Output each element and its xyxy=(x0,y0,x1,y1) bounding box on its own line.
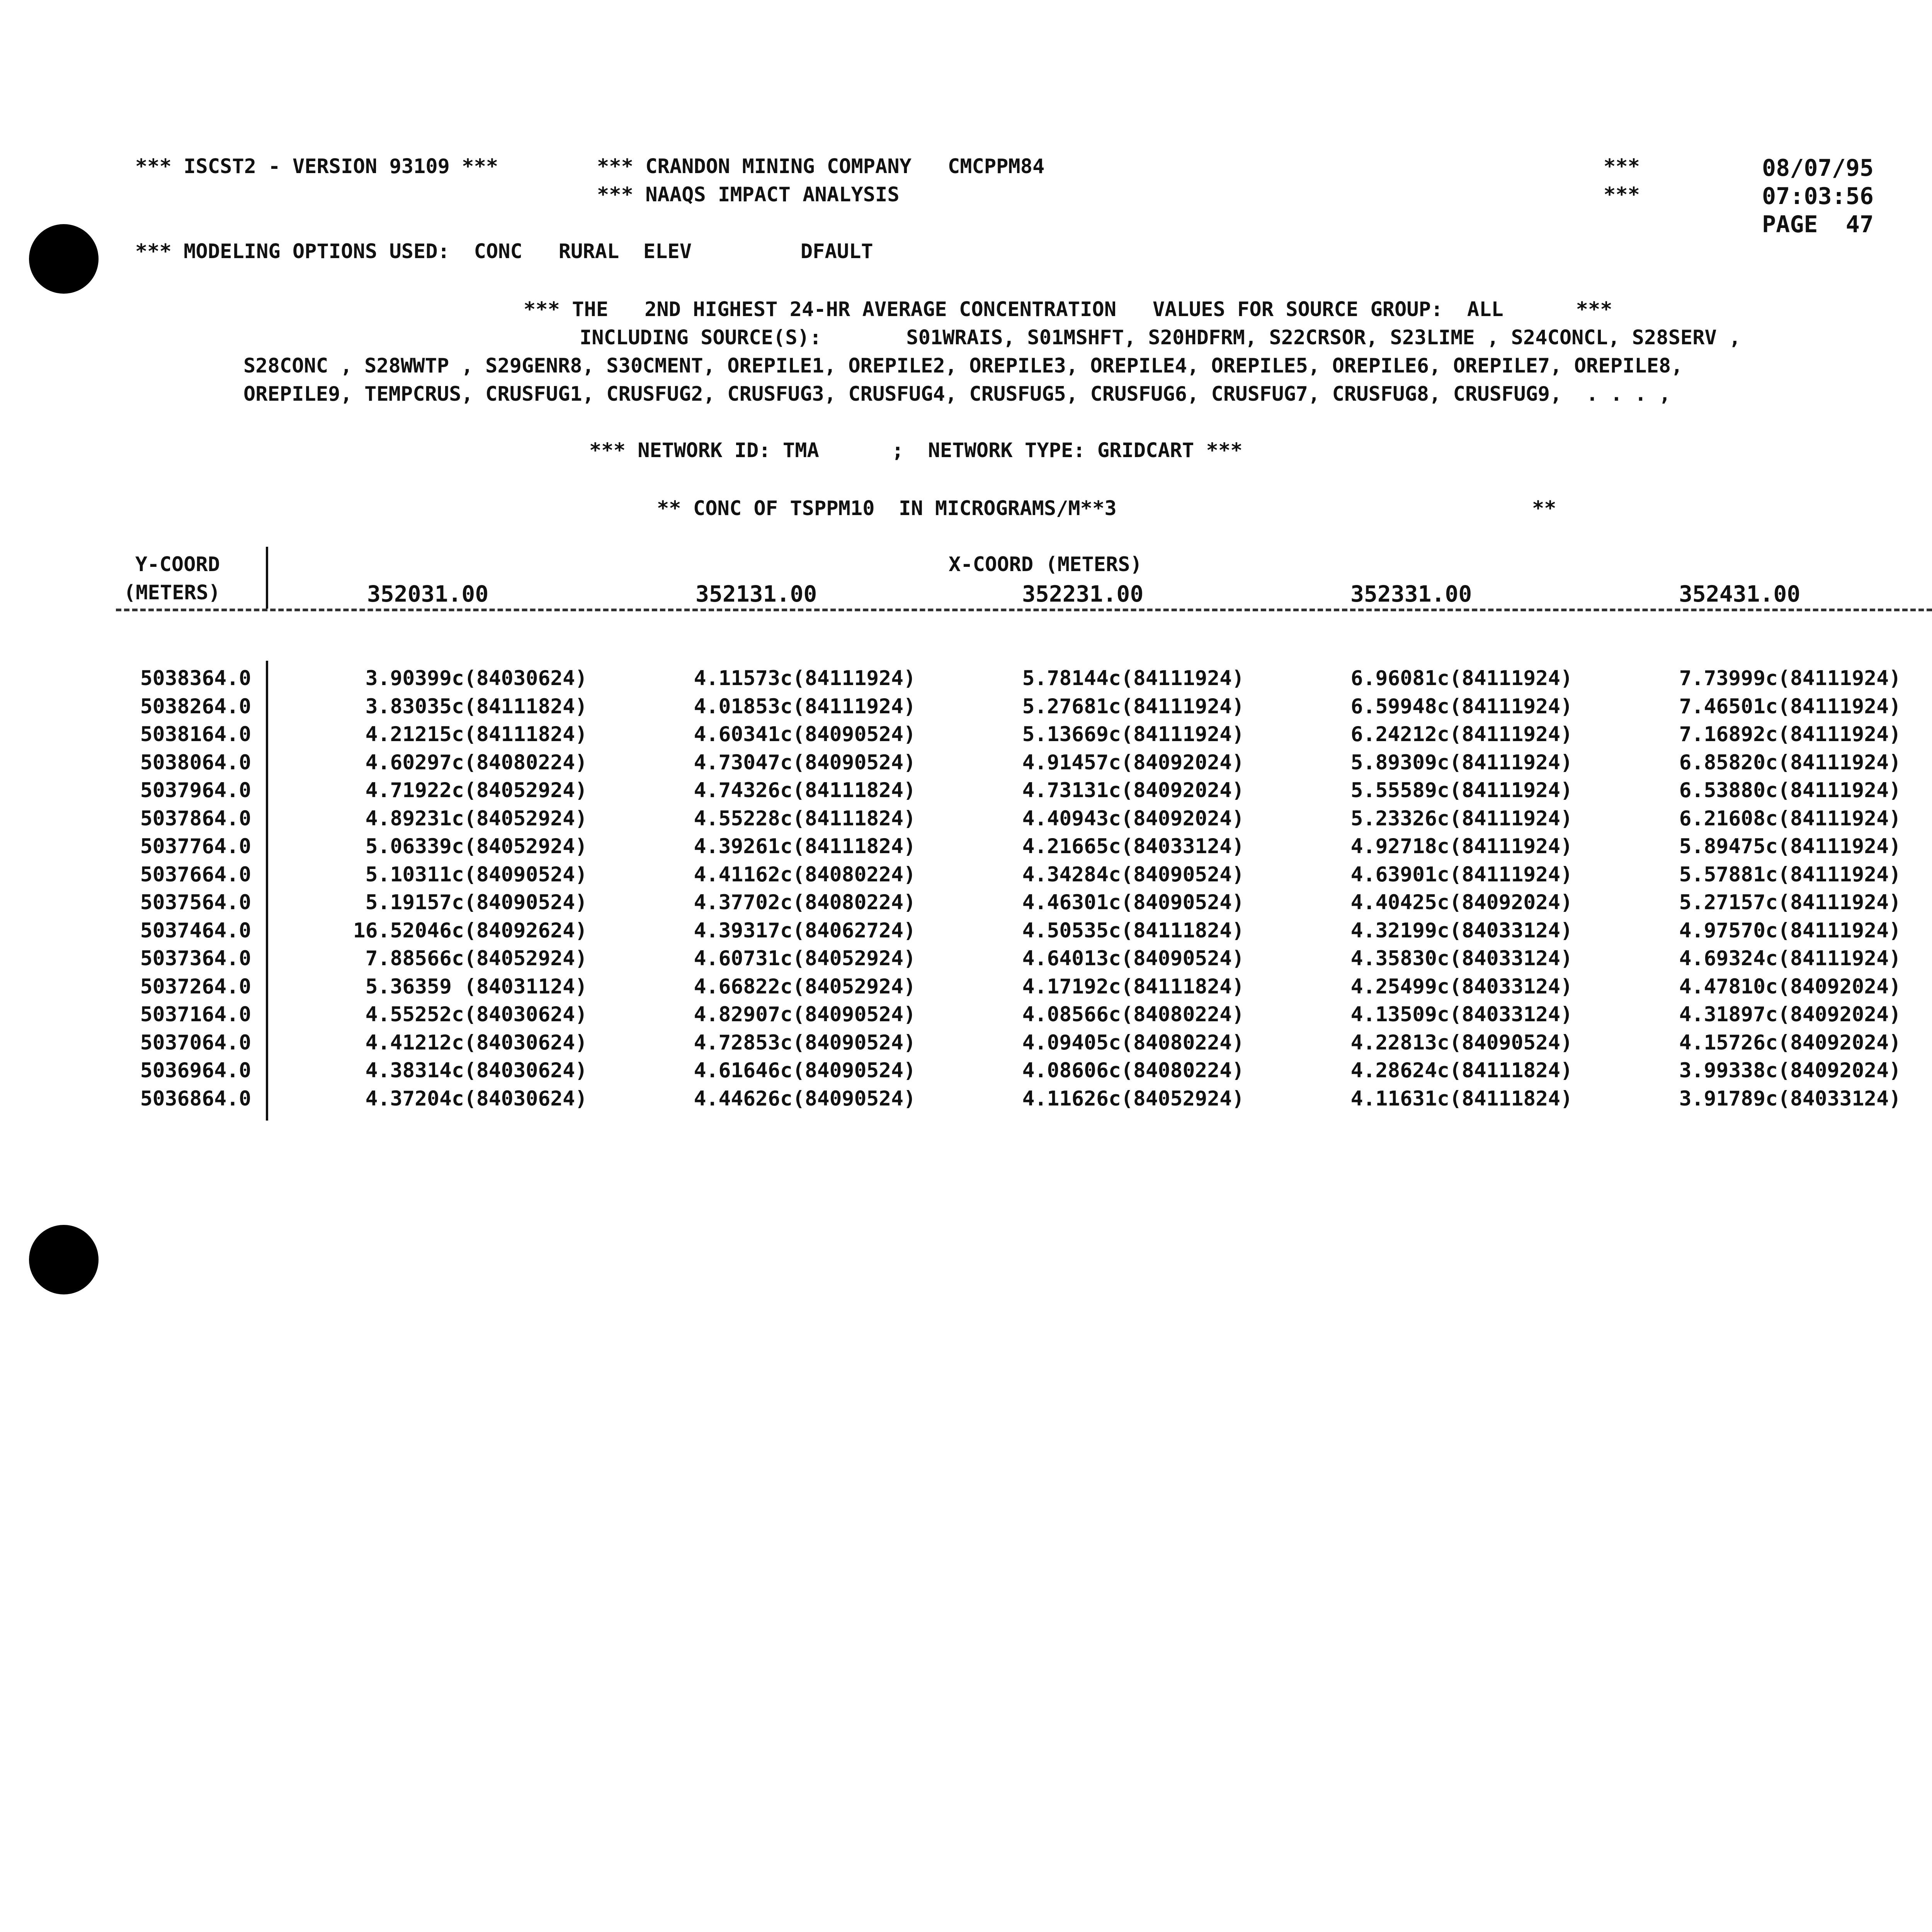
punch-hole-middle xyxy=(29,1225,99,1294)
table-cell: 5.89475c(84111924) xyxy=(1679,835,1901,858)
table-row xyxy=(112,1085,1901,1113)
table-cell: 4.34284c(84090524) xyxy=(1022,862,1244,886)
table-cell: 4.97570c(84111924) xyxy=(1679,918,1901,942)
table-cell: 3.99338c(84092024) xyxy=(1679,1059,1901,1082)
table-row xyxy=(112,1001,1901,1029)
table-cell: 4.32199c(84033124) xyxy=(1350,918,1573,942)
table-row xyxy=(112,721,1901,749)
table-cell: 4.60341c(84090524) xyxy=(694,723,916,746)
row-ycoord: 5036864.0 xyxy=(140,1087,251,1111)
table-cell: 4.71922c(84052924) xyxy=(365,779,587,802)
report-title: *** CRANDON MINING COMPANY CMCPPM84 xyxy=(597,155,1045,178)
table-cell: 4.73047c(84090524) xyxy=(694,750,916,774)
table-cell: 7.88566c(84052924) xyxy=(365,947,587,970)
table-cell: 5.55589c(84111924) xyxy=(1350,779,1573,802)
table-cell: 5.27157c(84111924) xyxy=(1679,891,1901,914)
table-row xyxy=(112,945,1901,973)
table-cell: 4.39261c(84111824) xyxy=(694,835,916,858)
table-cell: 4.82907c(84090524) xyxy=(694,1003,916,1026)
table-cell: 4.41162c(84080224) xyxy=(694,862,916,886)
network-info: *** NETWORK ID: TMA ; NETWORK TYPE: GRIDCART *** xyxy=(589,439,1243,462)
table-cell: 4.60731c(84052924) xyxy=(694,947,916,970)
table-cell: 4.46301c(84090524) xyxy=(1022,891,1244,914)
row-ycoord: 5037664.0 xyxy=(140,862,251,886)
table-cell: 4.41212c(84030624) xyxy=(365,1031,587,1054)
source-list-line-1: INCLUDING SOURCE(S): S01WRAIS, S01MSHFT, S20HDFRM, S22CRSOR, S23LIME , S24CONCL, S28SERV , xyxy=(580,326,1741,349)
table-cell: 4.17192c(84111824) xyxy=(1022,975,1244,998)
table-cell: 4.08566c(84080224) xyxy=(1022,1003,1244,1026)
table-cell: 4.37702c(84080224) xyxy=(694,891,916,914)
table-cell: 4.21665c(84033124) xyxy=(1022,835,1244,858)
report-subtitle: *** NAAQS IMPACT ANALYSIS xyxy=(597,183,900,206)
table-cell: 4.38314c(84030624) xyxy=(365,1059,587,1082)
table-cell: 7.16892c(84111924) xyxy=(1679,723,1901,746)
row-ycoord: 5038364.0 xyxy=(140,667,251,690)
table-cell: 5.27681c(84111924) xyxy=(1022,694,1244,718)
row-ycoord: 5037364.0 xyxy=(140,947,251,970)
row-ycoord: 5037164.0 xyxy=(140,1003,251,1026)
table-cell: 7.73999c(84111924) xyxy=(1679,667,1901,690)
table-cell: 4.11573c(84111924) xyxy=(694,667,916,690)
modeling-options: *** MODELING OPTIONS USED: CONC RURAL ELEV DFAULT xyxy=(135,240,873,263)
table-cell: 4.09405c(84080224) xyxy=(1022,1031,1244,1054)
table-row xyxy=(112,665,1901,693)
table-cell: 4.01853c(84111924) xyxy=(694,694,916,718)
row-ycoord: 5037764.0 xyxy=(140,835,251,858)
table-cell: 4.69324c(84111924) xyxy=(1679,947,1901,970)
column-header: 352131.00 xyxy=(696,581,817,607)
table-cell: 4.22813c(84090524) xyxy=(1350,1031,1573,1054)
table-cell: 4.55228c(84111824) xyxy=(694,806,916,830)
table-cell: 4.44626c(84090524) xyxy=(694,1087,916,1111)
table-cell: 5.13669c(84111924) xyxy=(1022,723,1244,746)
table-cell: 3.91789c(84033124) xyxy=(1679,1087,1901,1111)
ycoord-label: Y-COORD xyxy=(135,553,220,576)
table-row xyxy=(112,973,1901,1001)
punch-hole-top xyxy=(29,224,99,294)
table-cell: 4.28624c(84111824) xyxy=(1350,1059,1573,1082)
table-cell: 4.11631c(84111824) xyxy=(1350,1087,1573,1111)
concentration-units: ** CONC OF TSPPM10 IN MICROGRAMS/M**3 xyxy=(657,497,1117,520)
table-cell: 4.25499c(84033124) xyxy=(1350,975,1573,998)
table-cell: 4.40943c(84092024) xyxy=(1022,806,1244,830)
row-ycoord: 5037864.0 xyxy=(140,806,251,830)
table-cell: 4.60297c(84080224) xyxy=(365,750,587,774)
table-cell: 4.35830c(84033124) xyxy=(1350,947,1573,970)
table-cell: 4.13509c(84033124) xyxy=(1350,1003,1573,1026)
table-cell: 4.50535c(84111824) xyxy=(1022,918,1244,942)
table-cell: 4.92718c(84111924) xyxy=(1350,835,1573,858)
table-cell: 4.40425c(84092024) xyxy=(1350,891,1573,914)
table-cell: 5.89309c(84111924) xyxy=(1350,750,1573,774)
table-cell: 4.91457c(84092024) xyxy=(1022,750,1244,774)
table-cell: 4.63901c(84111924) xyxy=(1350,862,1573,886)
row-ycoord: 5038064.0 xyxy=(140,750,251,774)
table-cell: 4.47810c(84092024) xyxy=(1679,975,1901,998)
table-cell: 6.24212c(84111924) xyxy=(1350,723,1573,746)
table-cell: 4.21215c(84111824) xyxy=(365,723,587,746)
header-stars-1: *** xyxy=(1604,155,1640,178)
table-cell: 7.46501c(84111924) xyxy=(1679,694,1901,718)
row-ycoord: 5038264.0 xyxy=(140,694,251,718)
source-list-line-2: S28CONC , S28WWTP , S29GENR8, S30CMENT, OREPILE1, OREPILE2, OREPILE3, OREPILE4, OREPILE5, OREPILE6, OREPILE7, OREPILE8, xyxy=(243,354,1683,378)
report-date: 08/07/95 xyxy=(1762,155,1874,182)
page-indicator: PAGE 47 xyxy=(1762,211,1874,238)
table-row xyxy=(112,917,1901,945)
header-vertical-rule xyxy=(266,547,268,609)
table-cell: 5.57881c(84111924) xyxy=(1679,862,1901,886)
table-cell: 4.72853c(84090524) xyxy=(694,1031,916,1054)
column-header: 352231.00 xyxy=(1022,581,1144,607)
header-stars-2: *** xyxy=(1604,183,1640,206)
table-cell: 3.90399c(84030624) xyxy=(365,667,587,690)
concentration-header: *** THE 2ND HIGHEST 24-HR AVERAGE CONCENTRATION VALUES FOR SOURCE GROUP: ALL *** xyxy=(524,298,1612,321)
table-cell: 4.37204c(84030624) xyxy=(365,1087,587,1111)
table-cell: 16.52046c(84092624) xyxy=(353,918,587,942)
table-cell: 6.21608c(84111924) xyxy=(1679,806,1901,830)
table-row xyxy=(112,1057,1901,1085)
table-cell: 5.78144c(84111924) xyxy=(1022,667,1244,690)
row-ycoord: 5038164.0 xyxy=(140,723,251,746)
table-cell: 4.31897c(84092024) xyxy=(1679,1003,1901,1026)
table-cell: 4.15726c(84092024) xyxy=(1679,1031,1901,1054)
table-cell: 4.64013c(84090524) xyxy=(1022,947,1244,970)
table-row xyxy=(112,693,1901,721)
table-cell: 5.10311c(84090524) xyxy=(365,862,587,886)
table-cell: 4.74326c(84111824) xyxy=(694,779,916,802)
table-cell: 5.23326c(84111924) xyxy=(1350,806,1573,830)
table-row xyxy=(112,749,1901,777)
table-cell: 3.83035c(84111824) xyxy=(365,694,587,718)
column-header: 352331.00 xyxy=(1350,581,1472,607)
source-list-line-3: OREPILE9, TEMPCRUS, CRUSFUG1, CRUSFUG2, CRUSFUG3, CRUSFUG4, CRUSFUG5, CRUSFUG6, CRUSFUG7, CRUSFUG8, CRUSFUG9, . . . , xyxy=(243,383,1671,406)
program-version: *** ISCST2 - VERSION 93109 *** xyxy=(135,155,498,178)
table-cell: 4.73131c(84092024) xyxy=(1022,779,1244,802)
row-ycoord: 5037064.0 xyxy=(140,1031,251,1054)
table-row xyxy=(112,805,1901,833)
row-ycoord: 5037964.0 xyxy=(140,779,251,802)
table-row xyxy=(112,833,1901,861)
row-ycoord: 5037264.0 xyxy=(140,975,251,998)
table-cell: 6.96081c(84111924) xyxy=(1350,667,1573,690)
table-cell: 5.36359 (84031124) xyxy=(365,975,587,998)
column-header: 352031.00 xyxy=(367,581,489,607)
table-cell: 4.66822c(84052924) xyxy=(694,975,916,998)
table-row xyxy=(112,777,1901,805)
row-ycoord: 5037464.0 xyxy=(140,918,251,942)
table-cell: 4.08606c(84080224) xyxy=(1022,1059,1244,1082)
dashed-separator xyxy=(116,609,1932,611)
column-header: 352431.00 xyxy=(1679,581,1801,607)
table-cell: 4.89231c(84052924) xyxy=(365,806,587,830)
table-cell: 4.39317c(84062724) xyxy=(694,918,916,942)
table-cell: 4.55252c(84030624) xyxy=(365,1003,587,1026)
table-cell: 5.06339c(84052924) xyxy=(365,835,587,858)
table-cell: 4.61646c(84090524) xyxy=(694,1059,916,1082)
table-cell: 6.53880c(84111924) xyxy=(1679,779,1901,802)
table-row xyxy=(112,861,1901,889)
table-row xyxy=(112,1029,1901,1057)
row-ycoord: 5037564.0 xyxy=(140,891,251,914)
table-cell: 4.11626c(84052924) xyxy=(1022,1087,1244,1111)
table-row xyxy=(112,889,1901,917)
table-cell: 5.19157c(84090524) xyxy=(365,891,587,914)
ycoord-units: (METERS) xyxy=(124,581,221,604)
concentration-units-stars: ** xyxy=(1532,497,1556,520)
xcoord-label: X-COORD (METERS) xyxy=(949,553,1142,576)
concentration-table xyxy=(112,665,1901,1113)
table-cell: 6.85820c(84111924) xyxy=(1679,750,1901,774)
report-time: 07:03:56 xyxy=(1762,183,1874,210)
table-cell: 6.59948c(84111924) xyxy=(1350,694,1573,718)
row-ycoord: 5036964.0 xyxy=(140,1059,251,1082)
